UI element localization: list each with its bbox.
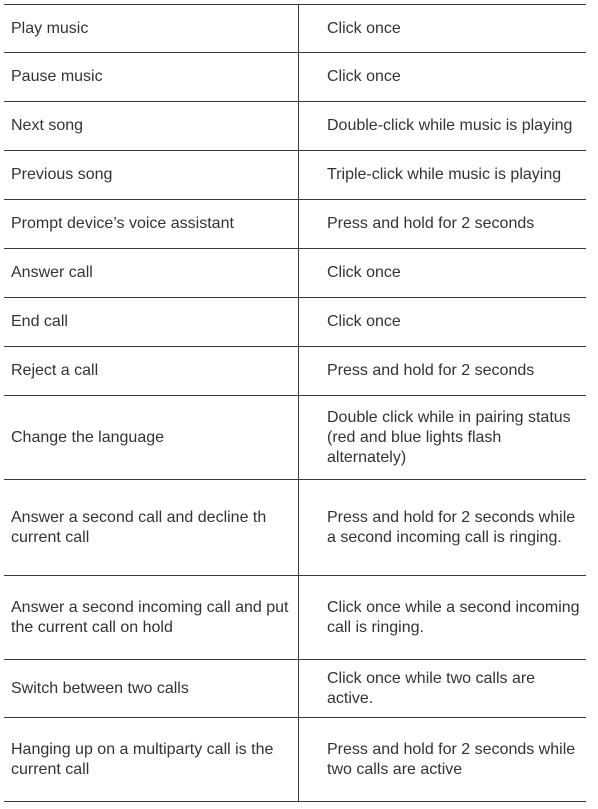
operation-text: Double click while in pairing status (red and blue lights flash alternately) bbox=[327, 408, 571, 466]
action-cell bbox=[4, 151, 299, 199]
action-text: Previous song bbox=[11, 166, 113, 183]
table-row bbox=[4, 396, 586, 480]
table-row bbox=[4, 151, 586, 200]
operation-cell bbox=[299, 576, 586, 659]
table-row bbox=[4, 660, 586, 718]
action-cell bbox=[4, 396, 299, 479]
action-text: Answer a second incoming call and put the current call on hold bbox=[11, 598, 289, 636]
operation-cell bbox=[299, 5, 586, 52]
action-text: Answer call bbox=[11, 264, 93, 281]
action-text: Play music bbox=[11, 19, 89, 37]
table-row bbox=[4, 200, 586, 249]
operation-cell bbox=[299, 718, 586, 801]
action-text: Hanging up on a multiparty call is the current call bbox=[11, 740, 274, 778]
action-text: Pause music bbox=[11, 68, 103, 85]
operation-cell bbox=[299, 396, 586, 479]
action-cell bbox=[4, 200, 299, 248]
action-cell bbox=[4, 718, 299, 801]
action-text: Answer a second call and decline th current call bbox=[11, 508, 267, 546]
operation-cell bbox=[299, 200, 586, 248]
table-row bbox=[4, 298, 586, 347]
action-text: Next song bbox=[11, 117, 84, 134]
operation-cell bbox=[299, 249, 586, 297]
action-text: Prompt device’s voice assistant bbox=[11, 215, 234, 232]
action-cell bbox=[4, 347, 299, 395]
operation-text: Click once bbox=[327, 68, 401, 85]
action-cell bbox=[4, 480, 299, 575]
action-text: Switch between two calls bbox=[11, 679, 189, 697]
action-text: End call bbox=[11, 313, 68, 330]
operation-text: Double-click while music is playing bbox=[327, 117, 573, 134]
operation-cell bbox=[299, 53, 586, 101]
action-cell bbox=[4, 298, 299, 346]
action-cell bbox=[4, 576, 299, 659]
action-cell bbox=[4, 5, 299, 52]
operation-text: Click once bbox=[327, 313, 401, 330]
table-row bbox=[4, 102, 586, 151]
operation-text: Press and hold for 2 seconds while a second incoming call is ringing. bbox=[327, 508, 576, 546]
table-row bbox=[4, 249, 586, 298]
action-text: Reject a call bbox=[11, 362, 99, 379]
operation-text: Click once bbox=[327, 264, 401, 281]
table-row bbox=[4, 347, 586, 396]
controls-table bbox=[4, 4, 586, 802]
operation-cell bbox=[299, 347, 586, 395]
table-row bbox=[4, 4, 586, 53]
operation-text: Press and hold for 2 seconds bbox=[327, 362, 535, 379]
operation-cell bbox=[299, 102, 586, 150]
operation-text: Click once bbox=[327, 19, 401, 37]
action-text: Change the language bbox=[11, 428, 165, 446]
action-cell bbox=[4, 53, 299, 101]
operation-text: Click once while two calls are active. bbox=[327, 669, 536, 707]
action-cell bbox=[4, 102, 299, 150]
action-cell bbox=[4, 660, 299, 717]
operation-text: Click once while a second incoming call is ringing. bbox=[327, 598, 580, 636]
operation-cell bbox=[299, 151, 586, 199]
operation-cell bbox=[299, 480, 586, 575]
table-row bbox=[4, 480, 586, 576]
operation-text: Press and hold for 2 seconds while two calls are active bbox=[327, 740, 576, 778]
table-row bbox=[4, 53, 586, 102]
operation-cell bbox=[299, 660, 586, 717]
table-row bbox=[4, 718, 586, 802]
action-cell bbox=[4, 249, 299, 297]
operation-text: Press and hold for 2 seconds bbox=[327, 215, 535, 232]
table-row bbox=[4, 576, 586, 660]
operation-cell bbox=[299, 298, 586, 346]
operation-text: Triple-click while music is playing bbox=[327, 166, 562, 183]
